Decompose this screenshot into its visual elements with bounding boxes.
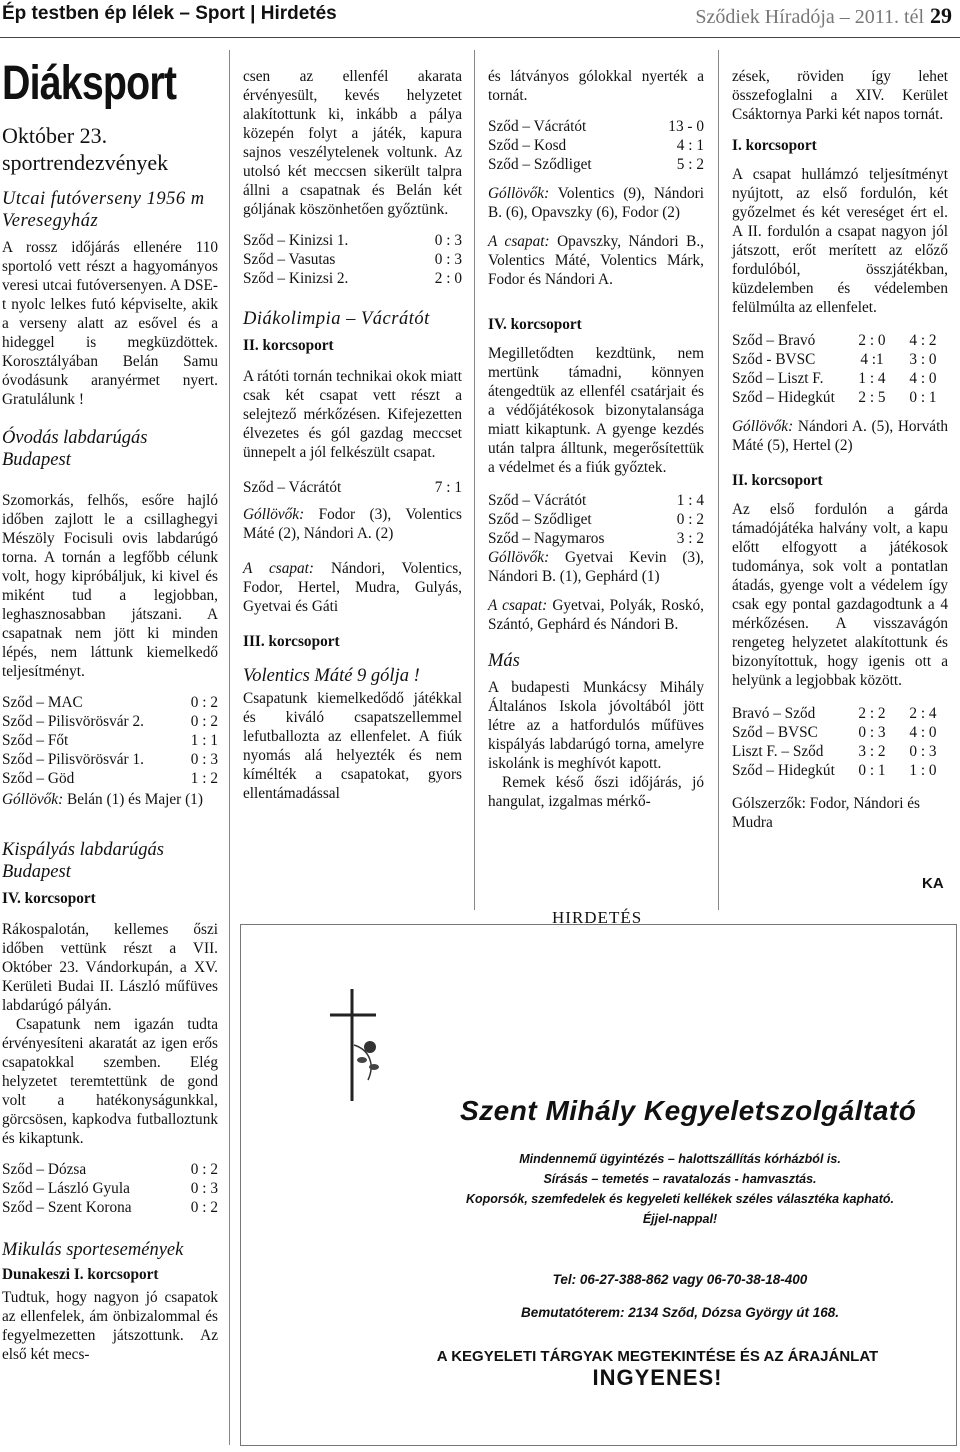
publication-name: Sződiek Híradója – 2011. tél	[695, 6, 924, 28]
section-text-group2: Az első fordulón a gárda támadójátéka halvány volt, a kapu előtt elfogyott a játékosok tudománya, sok volt a pontatlan átadás, gyenge volt a védelem így csak egy pontal gazdagodtunk a 4 mérkőzésen. A visszavágón rengeteg helyzetet alakítottunk és bizonyítottuk, hogy igenis ott a helyünk a legjobbak között.	[732, 501, 948, 689]
scorers: Gólszerzők: Fodor, Nándori és Mudra	[732, 795, 921, 831]
ad-phone: Tel: 06-27-388-862 vagy 06-70-38-18-400	[552, 1272, 808, 1287]
ad-line-4: Éjjel-nappal!	[642, 1212, 718, 1226]
result-row: Sződ – Szent Korona 0 : 2	[2, 1199, 218, 1216]
section-text-volentics: Csapatunk kiemelkedődő játékkal és kiváló csapatszellemmel lefutballozta az ellenfelet. A fiúk nyomás alá helyezték és nem kímélték a csapatokat, gyors ellentámadással	[243, 690, 462, 802]
group-label: II. korcsoport	[732, 472, 823, 489]
section-text-smallpitch-1: Rákospalotán, kellemes őszi időben vettünk részt a VII. Október 23. Vándorkupán, a XV. Kerületi Budai II. László műfüves labdarúgó pályán.	[2, 921, 218, 1014]
ad-showroom: Bemutatóterem: 2134 Sződ, Dózsa György út 168.	[520, 1305, 840, 1320]
section-title-mikulas: Mikulás sportesemények	[2, 1240, 184, 1260]
section-text-group4: Megilletődten kezdtünk, nem mertünk támadni, könnyen átengedtük az ellenfél csatárjait és a védőjátékosok bizonytalansága miatt kikaptunk. A gyenge kezdés után talpra álltunk, megerősítettük a védelmet és a fiúk győztek.	[488, 345, 704, 476]
result-row: Sződ – Vasutas 0 : 3	[243, 251, 462, 268]
section-text-mas-2: Remek késő őszi időjárás, jó hangulat, izgalmas mérkő-	[488, 774, 704, 810]
results-group2	[732, 704, 948, 780]
team-lineup: A csapat: Opavszky, Nándori B., Volentics Máté, Volentics Márk, Fodor és Nándori A.	[488, 233, 704, 288]
result-row: Sződ – BVSC 0 : 3 4 : 0	[732, 724, 937, 741]
text-continued: zések, röviden így lehet összefoglalni a XIV. Kerület Csáktornya Parki két napos tornát.	[732, 68, 948, 123]
subtitle-events: sportrendezvények	[2, 150, 169, 175]
publication-info	[695, 3, 952, 29]
column-divider	[474, 50, 475, 910]
page-number: 29	[930, 3, 952, 28]
group-label: I. korcsoport	[732, 137, 817, 154]
section-title-run: Utcai futóverseny 1956 m Veresegyház	[2, 189, 205, 231]
results-preschool	[2, 693, 218, 788]
result-row: Sződ – Hidegkút 0 : 1 1 : 0	[732, 762, 937, 779]
goalscorers: Góllövők: Volentics (9), Nándori B. (6), Opavszky (6), Fodor (2)	[488, 185, 704, 221]
results-group4	[488, 491, 704, 548]
result-row: Liszt F. – Sződ 3 : 2 0 : 3	[732, 743, 937, 760]
results-dunakeszi	[243, 231, 462, 288]
team-lineup: A csapat: Nándori, Volentics, Fodor, Hertel, Mudra, Gulyás, Gyetvai és Gáti	[243, 560, 462, 615]
results-diakolimpia	[243, 478, 462, 497]
ad-section-label: HIRDETÉS	[552, 908, 643, 927]
section-title-smallpitch: Kispályás labdarúgás Budapest	[2, 840, 164, 882]
result-row: Sződ – Vácrátót 13 - 0	[488, 118, 704, 135]
running-header: Ép testben ép lélek – Sport | Hirdetés	[2, 3, 337, 24]
goalscorers: Góllövők: Fodor (3), Volentics Máté (2), Nándori A. (2)	[243, 506, 463, 542]
result-row: Sződ – Pilisvörösvár 2. 0 : 2	[2, 713, 218, 730]
result-row: Sződ – Vácrátót 1 : 4	[488, 492, 704, 509]
section-text-mas-1: A budapesti Munkácsy Mihály Általános Iskola jóvoltából jött létre az a hatfordulós műfüves kispályás labdarúgó torna, amelyre iskolánk is meghívót kapott.	[488, 679, 704, 772]
section-text-smallpitch-2: Csapatunk nem igazán tudta érvényesíteni akaratát az igen erős csapatokkal szemben. Elég helyzetet teremtettünk de gond volt a hatékonyságunkkal, görcsösen, kapkodva futballoztunk és kikaptunk.	[2, 1016, 218, 1147]
result-row: Sződ – Pilisvörösvár 1. 0 : 3	[2, 751, 218, 768]
result-row: Sződ – László Gyula 0 : 3	[2, 1180, 218, 1197]
ad-offer: A KEGYELETI TÁRGYAK MEGTEKINTÉSE ÉS AZ ÁRAJÁNLAT INGYENES!	[436, 1348, 879, 1390]
section-title-mas: Más	[488, 651, 520, 671]
team-lineup: A csapat: Gyetvai, Polyák, Roskó, Szántó, Gephárd és Nándori B.	[488, 597, 704, 633]
column-4	[732, 67, 948, 832]
ad-line-1: Mindennemű ügyintézés – halottszállítás kórházból is.	[519, 1152, 841, 1166]
ad-line-3: Koporsók, szemfedelek és kegyeleti kellékek széles választéka kapható.	[465, 1192, 894, 1206]
cross-with-rose-icon	[320, 985, 400, 1105]
page-title: Diáksport	[2, 57, 177, 110]
result-row: Sződ – Bravó 2 : 0 4 : 2	[732, 332, 937, 349]
result-row: Sződ – Nagymaros 3 : 2	[488, 530, 704, 547]
group-label: II. korcsoport	[243, 337, 334, 354]
text-continued: csen az ellenfél akarata érvényesült, kevés helyzetet alakítottunk ki, inkább a pálya közepén folyt a játék, kapura sajnos veszélytelenek voltunk. Az utolsó két meccsen sikerült talpra állni a csapatnak és Belán két góljának köszönhetően győztünk.	[243, 68, 462, 218]
column-1	[2, 58, 218, 1364]
section-text-run: A rossz időjárás ellenére 110 sportoló vett részt a hagyományos veresi utcai futóversenyen. A DSE-t nyolc lelkes futó képviselte, akik a verseny alatt az esővel és a hideggel is megküzdöttek. Korosztályában Belán Samu óvodásunk aranyérmet nyert. Gratulálunk !	[2, 239, 218, 408]
result-row: Sződ – Kosd 4 : 1	[488, 137, 704, 154]
column-2	[243, 67, 462, 803]
result-row: Sződ – Sződliget 5 : 2	[488, 156, 704, 173]
group-label: Dunakeszi I. korcsoport	[2, 1266, 159, 1283]
column-3	[488, 67, 704, 811]
results-smallpitch	[2, 1160, 218, 1217]
section-text-mikulas: Tudtuk, hogy nagyon jó csapatok az ellenfelek, ám önbizalommal és fegyelmezetten játszottunk. Az első két mecs-	[2, 1289, 218, 1363]
subtitle-date: Október 23.	[2, 123, 108, 148]
result-row: Sződ - BVSC 4 :1 3 : 0	[732, 351, 937, 368]
group-label: III. korcsoport	[243, 633, 340, 650]
results-group3	[488, 117, 704, 174]
result-row: Sződ – Dózsa 0 : 2	[2, 1161, 218, 1178]
section-text-preschool: Szomorkás, felhős, esőre hajló időben zajlott le a csillaghegyi Mészöly Focisuli ovis labdarúgó torna. A tornán a legfőbb célunk volt, hogy kipróbáljuk, ki kivel és miként tud a legjobban, leghasznosabban játszani. A csapatnak nem jött ki minden lépés, nem láttunk kiemelkedő teljesítményt.	[2, 492, 218, 680]
result-row: Sződ – Hidegkút 2 : 5 0 : 1	[732, 389, 937, 406]
text-continued: és látványos gólokkal nyerték a tornát.	[488, 68, 704, 104]
column-divider	[718, 50, 719, 910]
result-row: Sződ – Kinizsi 2. 2 : 0	[243, 270, 462, 287]
section-title-diakolimpia: Diákolimpia – Vácrátót	[243, 309, 430, 329]
result-row: Bravó – Sződ 2 : 2 2 : 4	[732, 705, 937, 722]
results-group1	[732, 331, 948, 407]
result-row: Sződ – Kinizsi 1. 0 : 3	[243, 232, 462, 249]
column-divider	[229, 50, 230, 1445]
section-text-diakolimpia: A rátóti tornán technikai okok miatt csak két csapat vett részt a selejtező mérkőzésen. Kifejezetten élvezetes és gól gazdag meccset ünnepelt a jól felkészült csapat.	[243, 368, 462, 461]
section-text-group1: A csapat hullámzó teljesítményt nyújtott, az első fordulón, két győzelmet és két vereséget ért el. A II. fordulón a csapat nagyon jól játszott, erőt merített az előző fordulóból, összjátékban, küzdelemben és védelemben felülmúlta az ellenfelet.	[732, 166, 948, 316]
goalscorers: Góllövők: Nándori A. (5), Horváth Máté (5), Hertel (2)	[732, 418, 948, 454]
goalscorers: Góllövők: Gyetvai Kevin (3), Nándori B. (1), Gephárd (1)	[488, 549, 705, 585]
group-label: IV. korcsoport	[2, 890, 96, 907]
result-row: Sződ – MAC 0 : 2	[2, 694, 218, 711]
result-row: Sződ – Főt 1 : 1	[2, 732, 218, 749]
header-rule	[0, 37, 960, 38]
ad-company-name: Szent Mihály Kegyeletszolgáltató	[460, 1095, 917, 1126]
group-label: IV. korcsoport	[488, 316, 582, 333]
result-row: Sződ – Göd 1 : 2	[2, 770, 218, 787]
author-signature: KA	[922, 875, 944, 892]
section-title-volentics: Volentics Máté 9 gólja !	[243, 666, 420, 686]
result-row: Sződ – Vácrátót 7 : 1	[243, 479, 462, 496]
section-title-preschool: Óvodás labdarúgás Budapest	[2, 428, 148, 470]
result-row: Sződ – Sződliget 0 : 2	[488, 511, 704, 528]
result-row: Sződ – Liszt F. 1 : 4 4 : 0	[732, 370, 937, 387]
ad-line-2: Sírásás – temetés – ravatalozás - hamvasztás.	[543, 1172, 817, 1186]
goalscorers-preschool: Góllövők: Belán (1) és Majer (1)	[2, 791, 203, 808]
